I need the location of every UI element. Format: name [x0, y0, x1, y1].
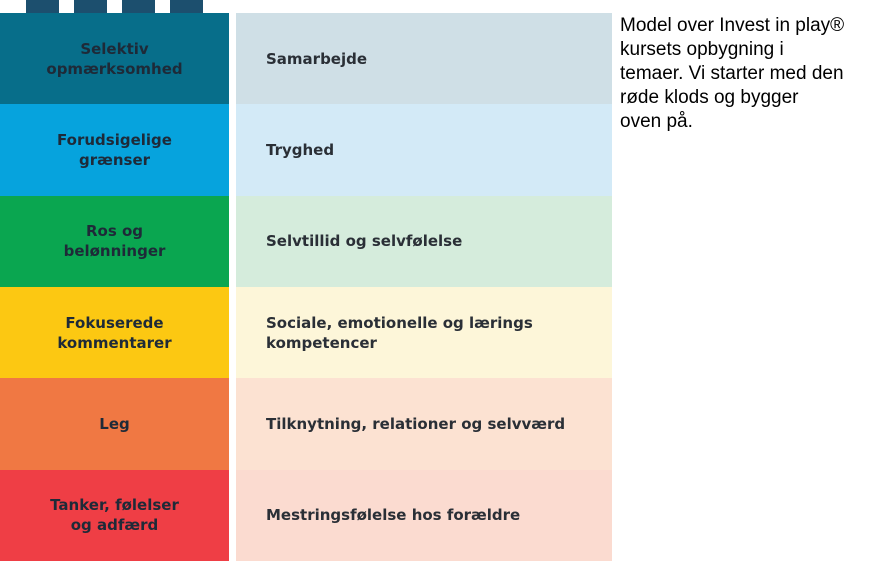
model-caption: Model over Invest in play® kursets opbygning i temaer. Vi starter med den røde klods og bygger oven på.	[620, 15, 845, 132]
theme-samarbejde: Samarbejde	[236, 13, 612, 104]
brick-stud	[170, 0, 203, 13]
brick-ros-og-beloenninger: Ros og belønninger	[0, 196, 229, 287]
theme-mestringsfoelelse: Mestringsfølelse hos forældre	[236, 470, 612, 561]
brick-leg: Leg	[0, 378, 229, 469]
theme-column	[236, 13, 612, 561]
theme-kompetencer: Sociale, emotionelle og lærings kompetencer	[236, 287, 612, 378]
brick-tanker-foelelser-adfaerd: Tanker, følelser og adfærd	[0, 470, 229, 561]
brick-stud	[74, 0, 107, 13]
theme-selvtillid: Selvtillid og selvfølelse	[236, 196, 612, 287]
brick-selektiv-opmaerksomhed: Selektiv opmærksomhed	[0, 13, 229, 104]
theme-tryghed: Tryghed	[236, 104, 612, 195]
brick-stud	[26, 0, 59, 13]
brick-studs	[0, 0, 229, 13]
brick-fokuserede-kommentarer: Fokuserede kommentarer	[0, 287, 229, 378]
brick-forudsigelige-graenser: Forudsigelige grænser	[0, 104, 229, 195]
brick-stud	[122, 0, 155, 13]
brick-tower	[0, 13, 229, 561]
theme-tilknytning: Tilknytning, relationer og selvværd	[236, 378, 612, 469]
